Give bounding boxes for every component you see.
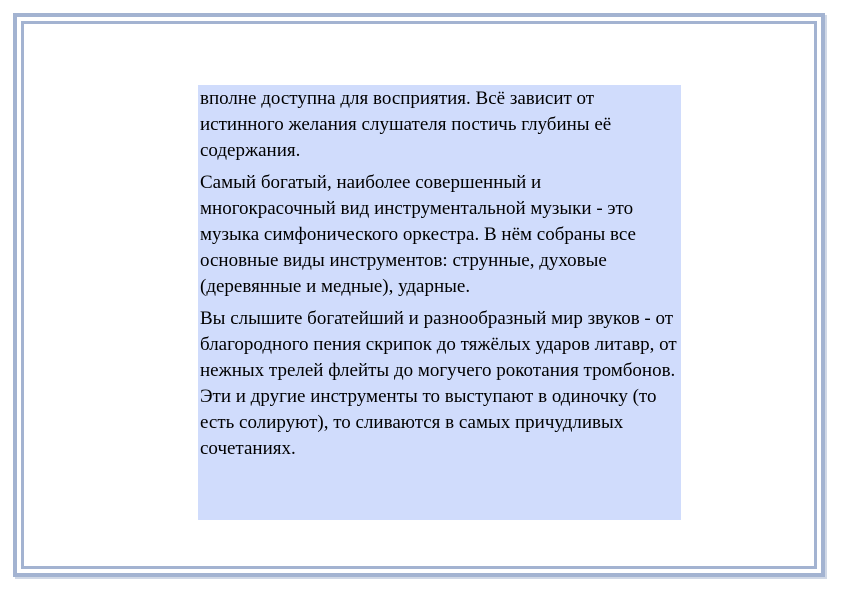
text-block (198, 85, 681, 520)
paragraph-1: вполне доступна для восприятия. Всё зависит от истинного желания слушателя постичь глубины её содержания. (200, 88, 612, 161)
paragraph-2: Самый богатый, наиболее совершенный и многокрасочный вид инструментальной музыки - это музыка симфонического оркестра. В нём собраны все основные виды инструментов: струнные, духовые (деревянные и медные), ударные. (200, 172, 636, 297)
paragraph-3: Вы слышите богатейший и разнообразный мир звуков - от благородного пения скрипок до тяжёлых ударов литавр, от нежных трелей флейты до могучего рокотания тромбонов. Эти и другие инструменты то выступают в одиночку (то есть солируют), то сливаются в самых причудливых сочетаниях. (200, 308, 677, 459)
